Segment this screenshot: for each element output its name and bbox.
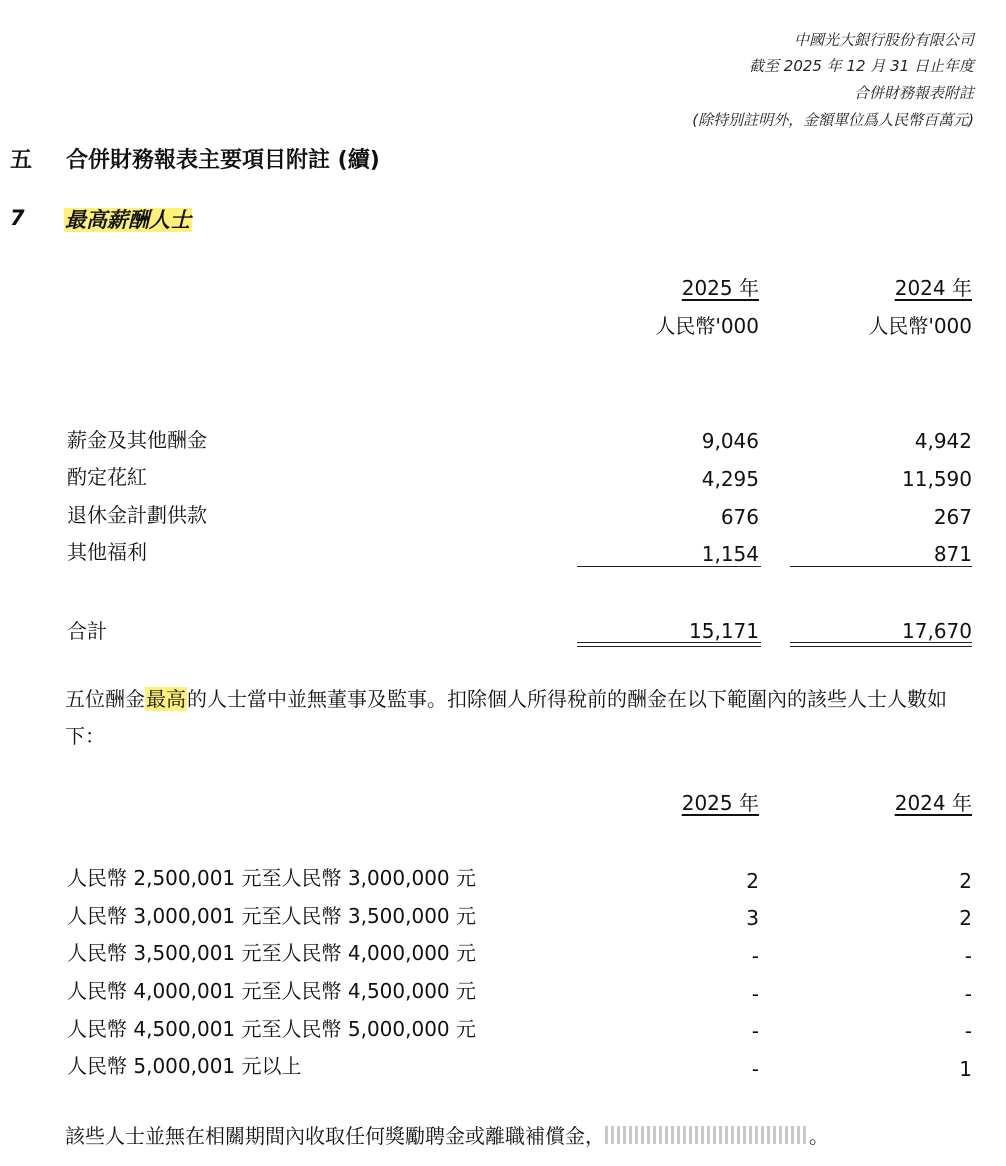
table2-year-2024: 2024 年: [894, 791, 972, 815]
table2-row-value-2025: 2: [746, 869, 759, 893]
table1-total-2024: 17,670: [902, 619, 972, 643]
table2-row-label: 人民幣 2,500,001 元至人民幣 3,000,000 元: [67, 866, 477, 890]
table1-row-label: 其他福利: [67, 540, 147, 564]
table1-row-value-2025: 9,046: [701, 429, 759, 453]
explanation-paragraph: [65, 681, 977, 755]
footer-note-text: 該些人士並無在相關期間內收取任何獎勵聘金或離職補償金，: [65, 1124, 605, 1148]
header-period: 截至 2025 年 12 月 31 日止年度: [749, 57, 974, 75]
paragraph-text-end: 的人士當中並無董事及監事。扣除個人所得稅前的酬金在以下範圍內的該些人士人數如下：: [65, 687, 947, 748]
section-title: 合併財務報表主要項目附註 (續): [66, 148, 380, 173]
table2-row-value-2024: -: [964, 944, 972, 968]
total-double-rule-2024-bottom: [790, 646, 972, 647]
table1-row-value-2024: 4,942: [914, 429, 972, 453]
total-double-rule-2025-bottom: [577, 646, 761, 647]
table1-year-2024: 2024 年: [894, 276, 972, 300]
table1-row-value-2025: 676: [720, 505, 759, 529]
subtotal-rule-2025: [577, 566, 761, 567]
subtotal-rule-2024: [790, 566, 972, 567]
table2-row-value-2025: 3: [746, 906, 759, 930]
subsection-title-text: 最高薪酬人士: [65, 208, 191, 232]
table1-row-label: 退休金計劃供款: [67, 503, 207, 527]
table2-row-label: 人民幣 3,000,001 元至人民幣 3,500,000 元: [67, 904, 477, 928]
table1-row-label: 薪金及其他酬金: [67, 428, 207, 452]
table2-row-value-2025: -: [751, 1057, 759, 1081]
table2-row-value-2024: -: [964, 982, 972, 1006]
redacted-text-block: [605, 1119, 809, 1156]
paragraph-highlight: 最高: [146, 687, 186, 711]
table1-row-value-2024: 11,590: [902, 467, 972, 491]
table2-row-value-2024: -: [964, 1019, 972, 1043]
table2-row-value-2025: -: [751, 944, 759, 968]
table2-row-value-2024: 2: [959, 906, 972, 930]
subsection-number: 7: [10, 206, 25, 230]
footer-note-end: 。: [809, 1124, 829, 1148]
table2-row-value-2025: -: [751, 982, 759, 1006]
table1-unit-2025: 人民幣'000: [655, 314, 759, 338]
table1-row-value-2025: 4,295: [701, 467, 759, 491]
table2-row-value-2024: 2: [959, 869, 972, 893]
footer-note: [65, 1118, 977, 1156]
header-doc-title: 合併財務報表附註: [853, 84, 974, 102]
table2-row-label: 人民幣 4,000,001 元至人民幣 4,500,000 元: [67, 979, 477, 1003]
table2-row-label: 人民幣 3,500,001 元至人民幣 4,000,000 元: [67, 941, 477, 965]
total-double-rule-2024-top: [790, 642, 972, 643]
table1-year-2025: 2025 年: [681, 276, 759, 300]
header-unit-note: (除特別註明外，金額單位爲人民幣百萬元): [692, 111, 974, 129]
table2-row-value-2025: -: [751, 1019, 759, 1043]
paragraph-text-start: 五位酬金: [65, 687, 145, 711]
table2-year-2025: 2025 年: [681, 791, 759, 815]
table1-unit-2024: 人民幣'000: [868, 314, 972, 338]
table1-row-value-2024: 267: [933, 505, 972, 529]
table1-total-2025: 15,171: [689, 619, 759, 643]
table1-row-value-2025: 1,154: [701, 542, 759, 566]
table1-row-value-2024: 871: [933, 542, 972, 566]
section-number: 五: [10, 148, 33, 173]
table2-row-label: 人民幣 4,500,001 元至人民幣 5,000,000 元: [67, 1017, 477, 1041]
table1-total-label: 合計: [67, 619, 107, 643]
total-double-rule-2025-top: [577, 642, 761, 643]
subsection-title: [64, 204, 192, 234]
header-company: 中國光大銀行股份有限公司: [793, 31, 974, 49]
table1-row-label: 酌定花紅: [67, 465, 147, 489]
table2-row-label: 人民幣 5,000,001 元以上: [67, 1054, 302, 1078]
table2-row-value-2024: 1: [959, 1057, 972, 1081]
